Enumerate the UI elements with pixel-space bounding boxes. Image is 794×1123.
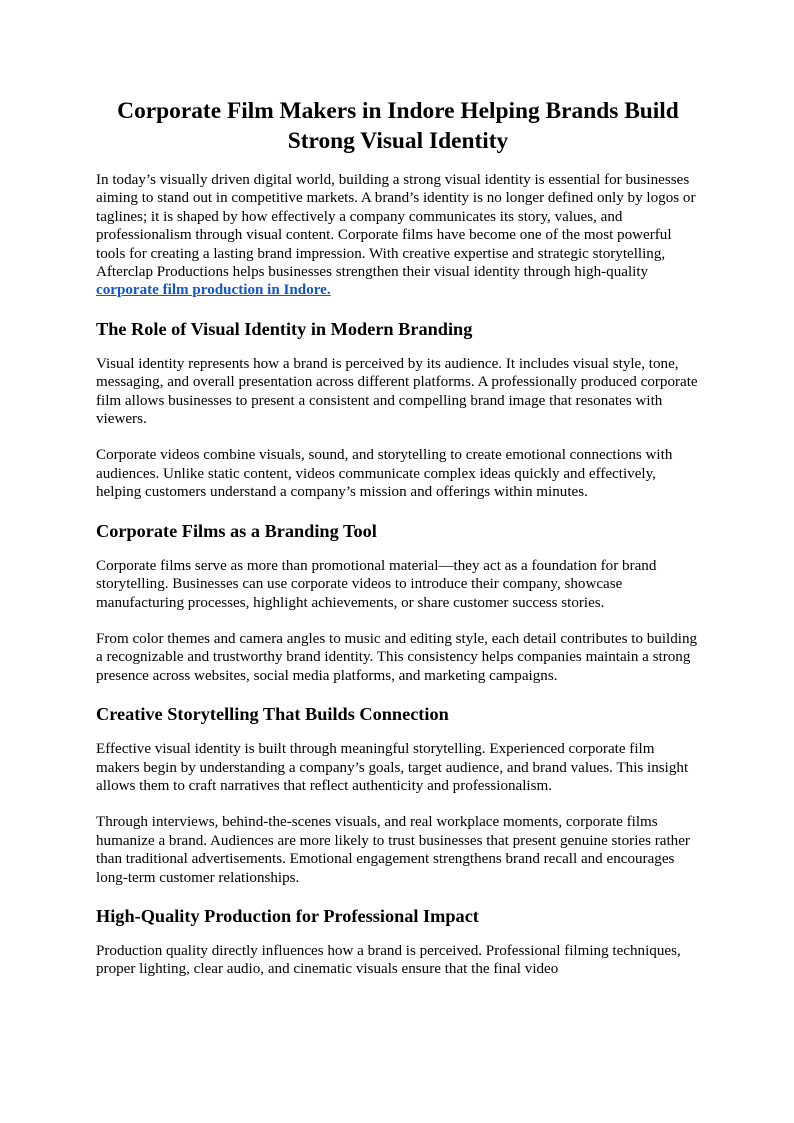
section-paragraph: Visual identity represents how a brand is perceived by its audience. It includes visual style, tone, messaging, and overall presentation across different platforms. A professionally produced corporate film allows businesses to present a consistent and compelling brand image that resonates with viewers. — [96, 355, 698, 428]
section-paragraph: Production quality directly influences how a brand is perceived. Professional filming techniques, proper lighting, clear audio, and cinematic visuals ensure that the final video — [96, 942, 681, 978]
section-heading-visual-identity: The Role of Visual Identity in Modern Branding — [96, 318, 473, 339]
intro-paragraph — [96, 171, 700, 300]
section-paragraph: From color themes and camera angles to music and editing style, each detail contributes to building a recognizable and trustworthy brand identity. This consistency helps companies maintain a strong presence across websites, social media platforms, and marketing campaigns. — [96, 630, 698, 684]
section-paragraph: Effective visual identity is built through meaningful storytelling. Experienced corporate film makers begin by understanding a company’s goals, target audience, and brand values. This insight allows them to craft narratives that reflect authenticity and professionalism. — [96, 741, 689, 794]
corporate-film-production-link[interactable]: corporate film production in Indore. — [96, 282, 331, 299]
document-page — [96, 96, 700, 997]
section-paragraph: Through interviews, behind-the-scenes visuals, and real workplace moments, corporate films humanize a brand. Audiences are more likely to trust businesses that present genuine stories rather than traditional advertisements. Emotional engagement strengthens brand recall and encourages long-term customer relationships. — [96, 814, 690, 886]
section-heading-storytelling: Creative Storytelling That Builds Connection — [96, 704, 449, 725]
document-title: Corporate Film Makers in Indore Helping Brands Build Strong Visual Identity — [117, 98, 679, 154]
section-paragraph: Corporate films serve as more than promotional material—they act as a foundation for brand storytelling. Businesses can use corporate videos to introduce their company, showcase manufacturing processes, highlight achievements, or share customer success stories. — [96, 557, 657, 611]
intro-text: In today’s visually driven digital world, building a strong visual identity is essential for businesses aiming to stand out in competitive markets. A brand’s identity is no longer defined only by logos or taglines; it is shaped by how effectively a company communicates its story, values, and professionalism through visual content. Corporate films have become one of the most powerful tools for creating a lasting brand impression. With creative expertise and strategic storytelling, Afterclap Productions helps businesses strengthen their visual identity through high-quality — [96, 172, 696, 281]
section-heading-production: High-Quality Production for Professional Impact — [96, 905, 479, 926]
section-heading-branding-tool: Corporate Films as a Branding Tool — [96, 520, 377, 541]
section-paragraph: Corporate videos combine visuals, sound, and storytelling to create emotional connections with audiences. Unlike static content, videos communicate complex ideas quickly and effectively, helping customers understand a company’s mission and offerings within minutes. — [96, 447, 673, 501]
